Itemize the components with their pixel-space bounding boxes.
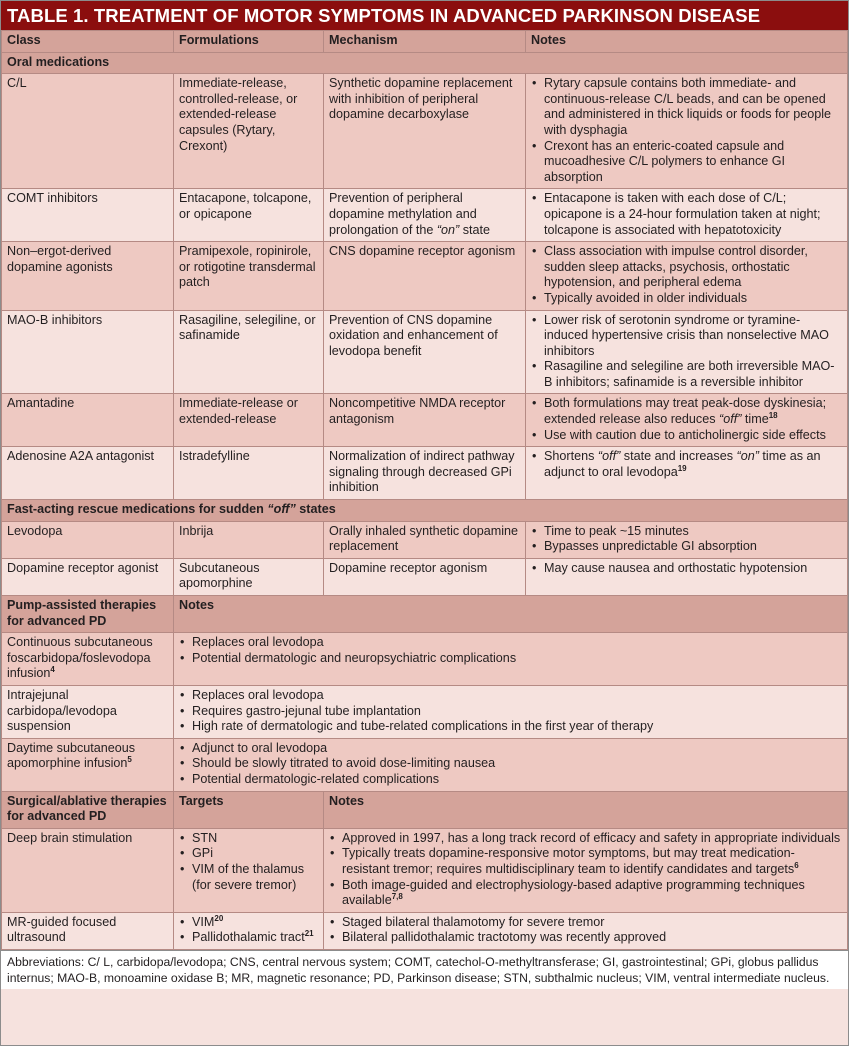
notes-cell xyxy=(174,685,848,738)
list-item: • Use with caution due to anticholinergic side effects xyxy=(531,428,842,444)
on-state-term: “on” xyxy=(736,449,759,464)
target-text: VIM xyxy=(192,914,215,929)
table-row xyxy=(2,828,848,912)
list-item xyxy=(329,846,842,877)
list-item: • Class association with impulse control disorder, sudden sleep attacks, psychosis, orthostatic hypotension, and peripheral edema xyxy=(531,244,842,291)
note-text: Shortens xyxy=(544,449,598,464)
notes-cell xyxy=(526,189,848,242)
class-cell: Intrajejunal carbidopa/levodopa suspension xyxy=(2,685,174,738)
notes-cell xyxy=(324,912,848,949)
class-text: Daytime subcutaneous apomorphine infusion xyxy=(7,740,136,771)
formulations-cell: Pramipexole, ropinirole, or rotigotine transdermal patch xyxy=(174,242,324,310)
reference-superscript: 20 xyxy=(214,913,224,923)
list-item: • GPi xyxy=(179,846,318,862)
class-text: Continuous subcutaneous foscarbidopa/foslevodopa infusion xyxy=(7,635,153,681)
class-cell: MR-guided focused ultrasound xyxy=(2,912,174,949)
table-row xyxy=(2,189,848,242)
list-item: • Time to peak ~15 minutes xyxy=(531,524,842,540)
class-cell: Deep brain stimulation xyxy=(2,828,174,912)
class-cell: Levodopa xyxy=(2,521,174,558)
section-header: Targets xyxy=(174,791,324,828)
list-item xyxy=(179,915,318,931)
table-row xyxy=(2,242,848,310)
reference-superscript: 18 xyxy=(768,410,778,420)
list-item xyxy=(179,930,318,946)
section-header: Notes xyxy=(324,791,848,828)
table-title: TABLE 1. TREATMENT OF MOTOR SYMPTOMS IN ADVANCED PARKINSON DISEASE xyxy=(1,1,848,30)
list-item: • Staged bilateral thalamotomy for severe tremor xyxy=(329,915,842,931)
class-cell: MAO-B inhibitors xyxy=(2,310,174,394)
notes-cell xyxy=(526,558,848,595)
note-text: state and increases xyxy=(620,449,737,464)
table-row xyxy=(2,738,848,791)
class-cell: C/L xyxy=(2,74,174,189)
note-text: time xyxy=(741,412,769,427)
list-item: • Replaces oral levodopa xyxy=(179,688,842,704)
section-header: Notes xyxy=(174,596,848,633)
table-row xyxy=(2,521,848,558)
list-item xyxy=(531,396,842,427)
section-header-row xyxy=(2,596,848,633)
list-item: • Rasagiline and selegiline are both irreversible MAO-B inhibitors; safinamide is a reversible inhibitor xyxy=(531,359,842,390)
class-cell: Adenosine A2A antagonist xyxy=(2,447,174,500)
reference-superscript: 21 xyxy=(304,929,314,939)
list-item: • High rate of dermatologic and tube-related complications in the first year of therapy xyxy=(179,719,842,735)
on-state-term: “on” xyxy=(436,222,460,237)
class-cell xyxy=(2,738,174,791)
list-item: • Crexont has an enteric-coated capsule and mucoadhesive C/L polymers to enhance GI absorption xyxy=(531,139,842,186)
target-text: Pallidothalamic tract xyxy=(192,930,305,945)
section-header: Pump-assisted therapies for advanced PD xyxy=(2,596,174,633)
off-state-term: “off” xyxy=(719,412,742,427)
class-cell: COMT inhibitors xyxy=(2,189,174,242)
notes-cell xyxy=(526,394,848,447)
list-item: • Rytary capsule contains both immediate- and continuous-release C/L beads, and can be opened and administered in thick liquids or foods for people with dysphagia xyxy=(531,76,842,138)
table-row xyxy=(2,558,848,595)
column-header: Mechanism xyxy=(324,31,526,53)
section-header-row xyxy=(2,500,848,522)
table-row xyxy=(2,633,848,686)
section-header: Oral medications xyxy=(2,52,848,74)
formulations-cell: Inbrija xyxy=(174,521,324,558)
table-row xyxy=(2,685,848,738)
table-row xyxy=(2,912,848,949)
abbreviations-footnote: Abbreviations: C/ L, carbidopa/levodopa; CNS, central nervous system; COMT, catechol-O-methyltransferase; GI, gastrointestinal; GPi, globus pallidus internus; MAO-B, monoamine oxidase B; MR, magnetic resonance; PD, Parkinson disease; STN, subthalmic nucleus; VIM, ventral intermediate nucleus. xyxy=(1,950,848,989)
list-item: • Potential dermatologic and neuropsychiatric complications xyxy=(179,651,842,667)
mechanism-text: state xyxy=(459,222,491,237)
notes-cell xyxy=(324,828,848,912)
notes-cell xyxy=(174,633,848,686)
formulations-cell: Rasagiline, selegiline, or safinamide xyxy=(174,310,324,394)
section-header-row xyxy=(2,52,848,74)
mechanism-cell: Dopamine receptor agonism xyxy=(324,558,526,595)
mechanism-cell: CNS dopamine receptor agonism xyxy=(324,242,526,310)
mechanism-cell: Synthetic dopamine replacement with inhibition of peripheral dopamine decarboxylase xyxy=(324,74,526,189)
mechanism-cell: Orally inhaled synthetic dopamine replacement xyxy=(324,521,526,558)
reference-superscript: 6 xyxy=(794,860,799,870)
list-item: • Bilateral pallidothalamic tractotomy was recently approved xyxy=(329,930,842,946)
column-header: Class xyxy=(2,31,174,53)
formulations-cell: Immediate-release, controlled-release, or extended-release capsules (Rytary, Crexont) xyxy=(174,74,324,189)
list-item xyxy=(531,449,842,480)
section-header-row xyxy=(2,791,848,828)
list-item: • Replaces oral levodopa xyxy=(179,635,842,651)
column-header-row xyxy=(2,31,848,53)
reference-superscript: 4 xyxy=(50,665,55,675)
note-text: Both formulations may treat peak-dose dyskinesia; extended release also reduces xyxy=(544,396,827,427)
list-item: • Approved in 1997, has a long track record of efficacy and safety in appropriate individuals xyxy=(329,831,842,847)
table-row xyxy=(2,310,848,394)
targets-cell xyxy=(174,912,324,949)
mechanism-cell: Normalization of indirect pathway signaling through decreased GPi inhibition xyxy=(324,447,526,500)
formulations-cell: Istradefylline xyxy=(174,447,324,500)
list-item: • May cause nausea and orthostatic hypotension xyxy=(531,561,842,577)
list-item: • Potential dermatologic-related complications xyxy=(179,772,842,788)
list-item: • VIM of the thalamus (for severe tremor) xyxy=(179,862,318,893)
list-item: • STN xyxy=(179,831,318,847)
notes-cell xyxy=(526,521,848,558)
notes-cell xyxy=(526,74,848,189)
mechanism-cell xyxy=(324,189,526,242)
table-row xyxy=(2,447,848,500)
notes-cell xyxy=(174,738,848,791)
targets-cell xyxy=(174,828,324,912)
off-state-term: “off” xyxy=(267,502,296,517)
reference-superscript: 7,8 xyxy=(391,891,403,901)
table-row xyxy=(2,394,848,447)
formulations-cell: Entacapone, tolcapone, or opicapone xyxy=(174,189,324,242)
note-text: Both image-guided and electrophysiology-based adaptive programming techniques available xyxy=(342,877,805,908)
class-cell: Dopamine receptor agonist xyxy=(2,558,174,595)
table-row xyxy=(2,74,848,189)
column-header: Formulations xyxy=(174,31,324,53)
section-header xyxy=(2,500,848,522)
list-item: • Entacapone is taken with each dose of C/L; opicapone is a 24-hour formulation taken at night; tolcapone is associated with hepatotoxicity xyxy=(531,191,842,238)
treatment-table xyxy=(1,30,848,950)
list-item xyxy=(329,878,842,909)
section-header: Surgical/ablative therapies for advanced PD xyxy=(2,791,174,828)
section-header-text: Fast-acting rescue medications for sudden xyxy=(7,502,268,517)
formulations-cell: Immediate-release or extended-release xyxy=(174,394,324,447)
notes-cell xyxy=(526,242,848,310)
notes-cell xyxy=(526,447,848,500)
column-header: Notes xyxy=(526,31,848,53)
list-item: • Adjunct to oral levodopa xyxy=(179,741,842,757)
class-cell: Amantadine xyxy=(2,394,174,447)
mechanism-text: Prevention of peripheral dopamine methylation and prolongation of the xyxy=(329,191,477,237)
section-header-text: states xyxy=(295,502,336,517)
mechanism-cell: Noncompetitive NMDA receptor antagonism xyxy=(324,394,526,447)
formulations-cell: Subcutaneous apomorphine xyxy=(174,558,324,595)
class-cell xyxy=(2,633,174,686)
notes-cell xyxy=(526,310,848,394)
list-item: • Typically avoided in older individuals xyxy=(531,291,842,307)
reference-superscript: 19 xyxy=(677,463,687,473)
off-state-term: “off” xyxy=(597,449,621,464)
reference-superscript: 5 xyxy=(127,755,132,765)
note-text: time as an adjunct to oral levodopa xyxy=(544,449,821,479)
note-text: Typically treats dopamine-responsive motor symptoms, but may treat medication-resistant tremor; requires multidisciplinary team to identify candidates and targets xyxy=(342,846,795,876)
list-item: • Bypasses unpredictable GI absorption xyxy=(531,539,842,555)
list-item: • Requires gastro-jejunal tube implantation xyxy=(179,704,842,720)
mechanism-cell: Prevention of CNS dopamine oxidation and enhancement of levodopa benefit xyxy=(324,310,526,394)
list-item: • Should be slowly titrated to avoid dose-limiting nausea xyxy=(179,756,842,772)
list-item: • Lower risk of serotonin syndrome or tyramine-induced hypertensive crisis than nonselective MAO inhibitors xyxy=(531,313,842,360)
class-cell: Non–ergot-derived dopamine agonists xyxy=(2,242,174,310)
